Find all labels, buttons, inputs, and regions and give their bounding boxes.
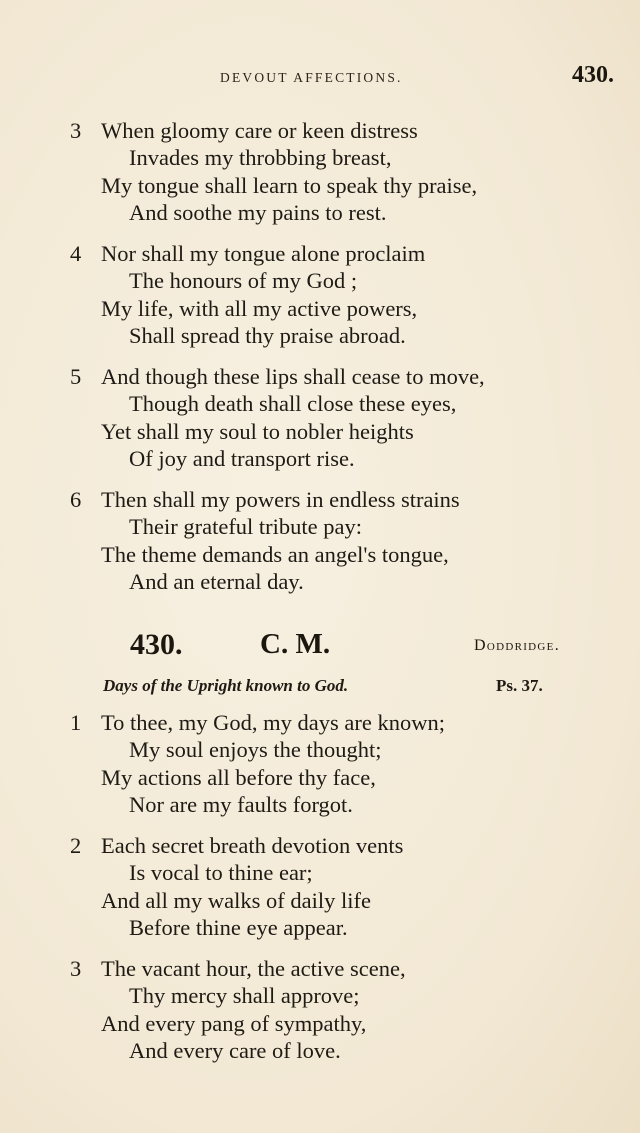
verse-line: Invades my throbbing breast,	[129, 145, 392, 171]
hymn-meter: C. M.	[260, 628, 331, 660]
verse-line: Each secret breath devotion vents	[101, 833, 404, 858]
verse-line: Shall spread thy praise abroad.	[129, 322, 406, 348]
stanza-number: 3	[70, 956, 82, 981]
verse-line: My tongue shall learn to speak thy praise,	[101, 172, 478, 198]
verse-line: Is vocal to thine ear;	[129, 860, 313, 886]
verse-line: The vacant hour, the active scene,	[101, 956, 406, 981]
verse-line: Thy mercy shall approve;	[129, 983, 360, 1009]
stanza-number: 1	[70, 710, 82, 735]
stanza	[70, 117, 590, 226]
page-number: 430.	[572, 62, 614, 88]
verse-line: Of joy and transport rise.	[129, 445, 355, 471]
verse-line: Though death shall close these eyes,	[129, 391, 457, 417]
stanza	[70, 955, 590, 1064]
verse-line: And all my walks of daily life	[101, 887, 371, 913]
verse-line: The theme demands an angel's tongue,	[101, 541, 449, 567]
verse-line: When gloomy care or keen distress	[101, 118, 418, 143]
verse-line: My soul enjoys the thought;	[129, 737, 382, 763]
hymn-author: Doddridge.	[474, 637, 560, 654]
verse-line: Before thine eye appear.	[129, 914, 348, 940]
hymn-number: 430.	[130, 628, 183, 661]
verse-line: Nor are my faults forgot.	[129, 791, 353, 817]
stanza-number: 4	[70, 241, 82, 266]
verse-line: My life, with all my active powers,	[101, 295, 418, 321]
stanza	[70, 832, 590, 941]
verse-line: And every pang of sympathy,	[101, 1010, 367, 1036]
stanza-number: 5	[70, 364, 82, 389]
verse-line: Yet shall my soul to nobler heights	[101, 418, 414, 444]
stanza	[70, 363, 590, 472]
verse-line: My actions all before thy face,	[101, 764, 376, 790]
verse-line: And an eternal day.	[129, 568, 304, 594]
stanza	[70, 240, 590, 349]
verse-line: Nor shall my tongue alone proclaim	[101, 241, 426, 266]
verse-line: The honours of my God ;	[129, 268, 358, 294]
verse-line: Then shall my powers in endless strains	[101, 487, 460, 512]
stanza-number: 6	[70, 487, 82, 512]
verse-line: To thee, my God, my days are known;	[101, 710, 445, 735]
running-head: DEVOUT AFFECTIONS.	[220, 70, 403, 85]
hymn-psalm-reference: Ps. 37.	[496, 676, 543, 695]
stanza	[70, 709, 590, 818]
verse-line: Their grateful tribute pay:	[129, 514, 363, 540]
stanza-number: 2	[70, 833, 82, 858]
stanza	[70, 486, 590, 595]
stanza-number: 3	[70, 118, 82, 143]
verse-line: And every care of love.	[129, 1037, 341, 1063]
hymn-heading	[130, 628, 560, 664]
hymn-subtitle: Days of the Upright known to God.	[103, 676, 349, 695]
verse-line: And though these lips shall cease to move,	[101, 364, 485, 389]
verse-line: And soothe my pains to rest.	[129, 199, 387, 225]
